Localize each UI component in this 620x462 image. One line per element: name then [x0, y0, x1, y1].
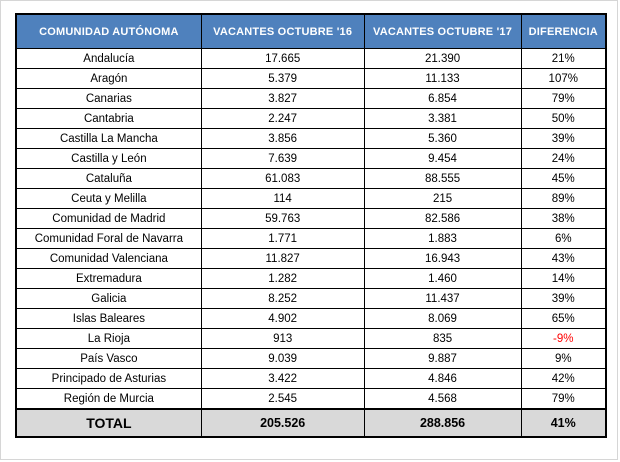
region-name-cell: Ceuta y Melilla [16, 189, 201, 209]
vacantes-2017-cell: 5.360 [364, 129, 521, 149]
table-row [16, 89, 606, 109]
vacantes-2016-cell: 114 [201, 189, 364, 209]
region-name-cell: Comunidad Foral de Navarra [16, 229, 201, 249]
vacantes-2017-cell: 21.390 [364, 49, 521, 69]
diferencia-cell: 9% [521, 349, 606, 369]
table-row [16, 149, 606, 169]
region-name-cell: Castilla La Mancha [16, 129, 201, 149]
vacantes-2016-cell: 9.039 [201, 349, 364, 369]
vacantes-2016-cell: 3.827 [201, 89, 364, 109]
column-header-vacantes-2017: VACANTES OCTUBRE '17 [364, 14, 521, 49]
vacantes-2017-cell: 88.555 [364, 169, 521, 189]
vacantes-2016-cell: 4.902 [201, 309, 364, 329]
region-name-cell: Cataluña [16, 169, 201, 189]
vacantes-2017-cell: 215 [364, 189, 521, 209]
total-vacantes-2017: 288.856 [364, 409, 521, 437]
vacantes-2017-cell: 1.883 [364, 229, 521, 249]
vacantes-2016-cell: 3.856 [201, 129, 364, 149]
table-row [16, 109, 606, 129]
vacancies-by-region-table [15, 13, 607, 438]
diferencia-cell: 89% [521, 189, 606, 209]
table-row [16, 289, 606, 309]
diferencia-cell: 45% [521, 169, 606, 189]
vacantes-2017-cell: 9.454 [364, 149, 521, 169]
diferencia-cell: 79% [521, 389, 606, 410]
region-name-cell: Galicia [16, 289, 201, 309]
vacantes-2016-cell: 913 [201, 329, 364, 349]
vacantes-2017-cell: 8.069 [364, 309, 521, 329]
vacantes-2016-cell: 3.422 [201, 369, 364, 389]
table-header [16, 14, 606, 49]
table-row [16, 309, 606, 329]
total-diferencia: 41% [521, 409, 606, 437]
table-row [16, 69, 606, 89]
diferencia-cell: 43% [521, 249, 606, 269]
table-footer [16, 409, 606, 437]
vacantes-2017-cell: 11.437 [364, 289, 521, 309]
table-row [16, 129, 606, 149]
column-header-vacantes-2016: VACANTES OCTUBRE '16 [201, 14, 364, 49]
table-row [16, 269, 606, 289]
vacantes-2017-cell: 82.586 [364, 209, 521, 229]
region-name-cell: País Vasco [16, 349, 201, 369]
diferencia-cell: 39% [521, 129, 606, 149]
region-name-cell: Castilla y León [16, 149, 201, 169]
vacantes-2017-cell: 16.943 [364, 249, 521, 269]
vacantes-2017-cell: 4.568 [364, 389, 521, 410]
vacantes-2017-cell: 3.381 [364, 109, 521, 129]
table-body [16, 49, 606, 410]
table-row [16, 389, 606, 410]
table-row [16, 369, 606, 389]
region-name-cell: La Rioja [16, 329, 201, 349]
diferencia-cell: 65% [521, 309, 606, 329]
diferencia-cell: 50% [521, 109, 606, 129]
vacantes-2016-cell: 8.252 [201, 289, 364, 309]
vacantes-2016-cell: 61.083 [201, 169, 364, 189]
region-name-cell: Comunidad Valenciana [16, 249, 201, 269]
table-row [16, 209, 606, 229]
region-name-cell: Región de Murcia [16, 389, 201, 410]
vacantes-2016-cell: 11.827 [201, 249, 364, 269]
table-row [16, 49, 606, 69]
vacantes-2017-cell: 9.887 [364, 349, 521, 369]
diferencia-cell: 21% [521, 49, 606, 69]
vacantes-2016-cell: 17.665 [201, 49, 364, 69]
vacantes-2016-cell: 7.639 [201, 149, 364, 169]
region-name-cell: Cantabria [16, 109, 201, 129]
header-row [16, 14, 606, 49]
diferencia-cell: 39% [521, 289, 606, 309]
table-row [16, 329, 606, 349]
region-name-cell: Islas Baleares [16, 309, 201, 329]
diferencia-cell: 6% [521, 229, 606, 249]
total-row [16, 409, 606, 437]
diferencia-cell: 42% [521, 369, 606, 389]
vacantes-2016-cell: 1.771 [201, 229, 364, 249]
region-name-cell: Andalucía [16, 49, 201, 69]
vacantes-2017-cell: 1.460 [364, 269, 521, 289]
total-label: TOTAL [16, 409, 201, 437]
table-row [16, 169, 606, 189]
region-name-cell: Principado de Asturias [16, 369, 201, 389]
total-vacantes-2016: 205.526 [201, 409, 364, 437]
vacantes-2016-cell: 2.247 [201, 109, 364, 129]
vacantes-2017-cell: 6.854 [364, 89, 521, 109]
table-row [16, 249, 606, 269]
region-name-cell: Comunidad de Madrid [16, 209, 201, 229]
diferencia-cell: 38% [521, 209, 606, 229]
diferencia-cell: 24% [521, 149, 606, 169]
diferencia-cell: 107% [521, 69, 606, 89]
table-row [16, 229, 606, 249]
region-name-cell: Aragón [16, 69, 201, 89]
vacantes-2016-cell: 5.379 [201, 69, 364, 89]
vacantes-2016-cell: 59.763 [201, 209, 364, 229]
vacantes-2017-cell: 835 [364, 329, 521, 349]
diferencia-cell: -9% [521, 329, 606, 349]
vacantes-2017-cell: 4.846 [364, 369, 521, 389]
region-name-cell: Extremadura [16, 269, 201, 289]
vacantes-2017-cell: 11.133 [364, 69, 521, 89]
column-header-comunidad: COMUNIDAD AUTÓNOMA [16, 14, 201, 49]
diferencia-cell: 79% [521, 89, 606, 109]
vacantes-2016-cell: 1.282 [201, 269, 364, 289]
diferencia-cell: 14% [521, 269, 606, 289]
table-row [16, 349, 606, 369]
column-header-diferencia: DIFERENCIA [521, 14, 606, 49]
region-name-cell: Canarias [16, 89, 201, 109]
table-row [16, 189, 606, 209]
vacantes-2016-cell: 2.545 [201, 389, 364, 410]
